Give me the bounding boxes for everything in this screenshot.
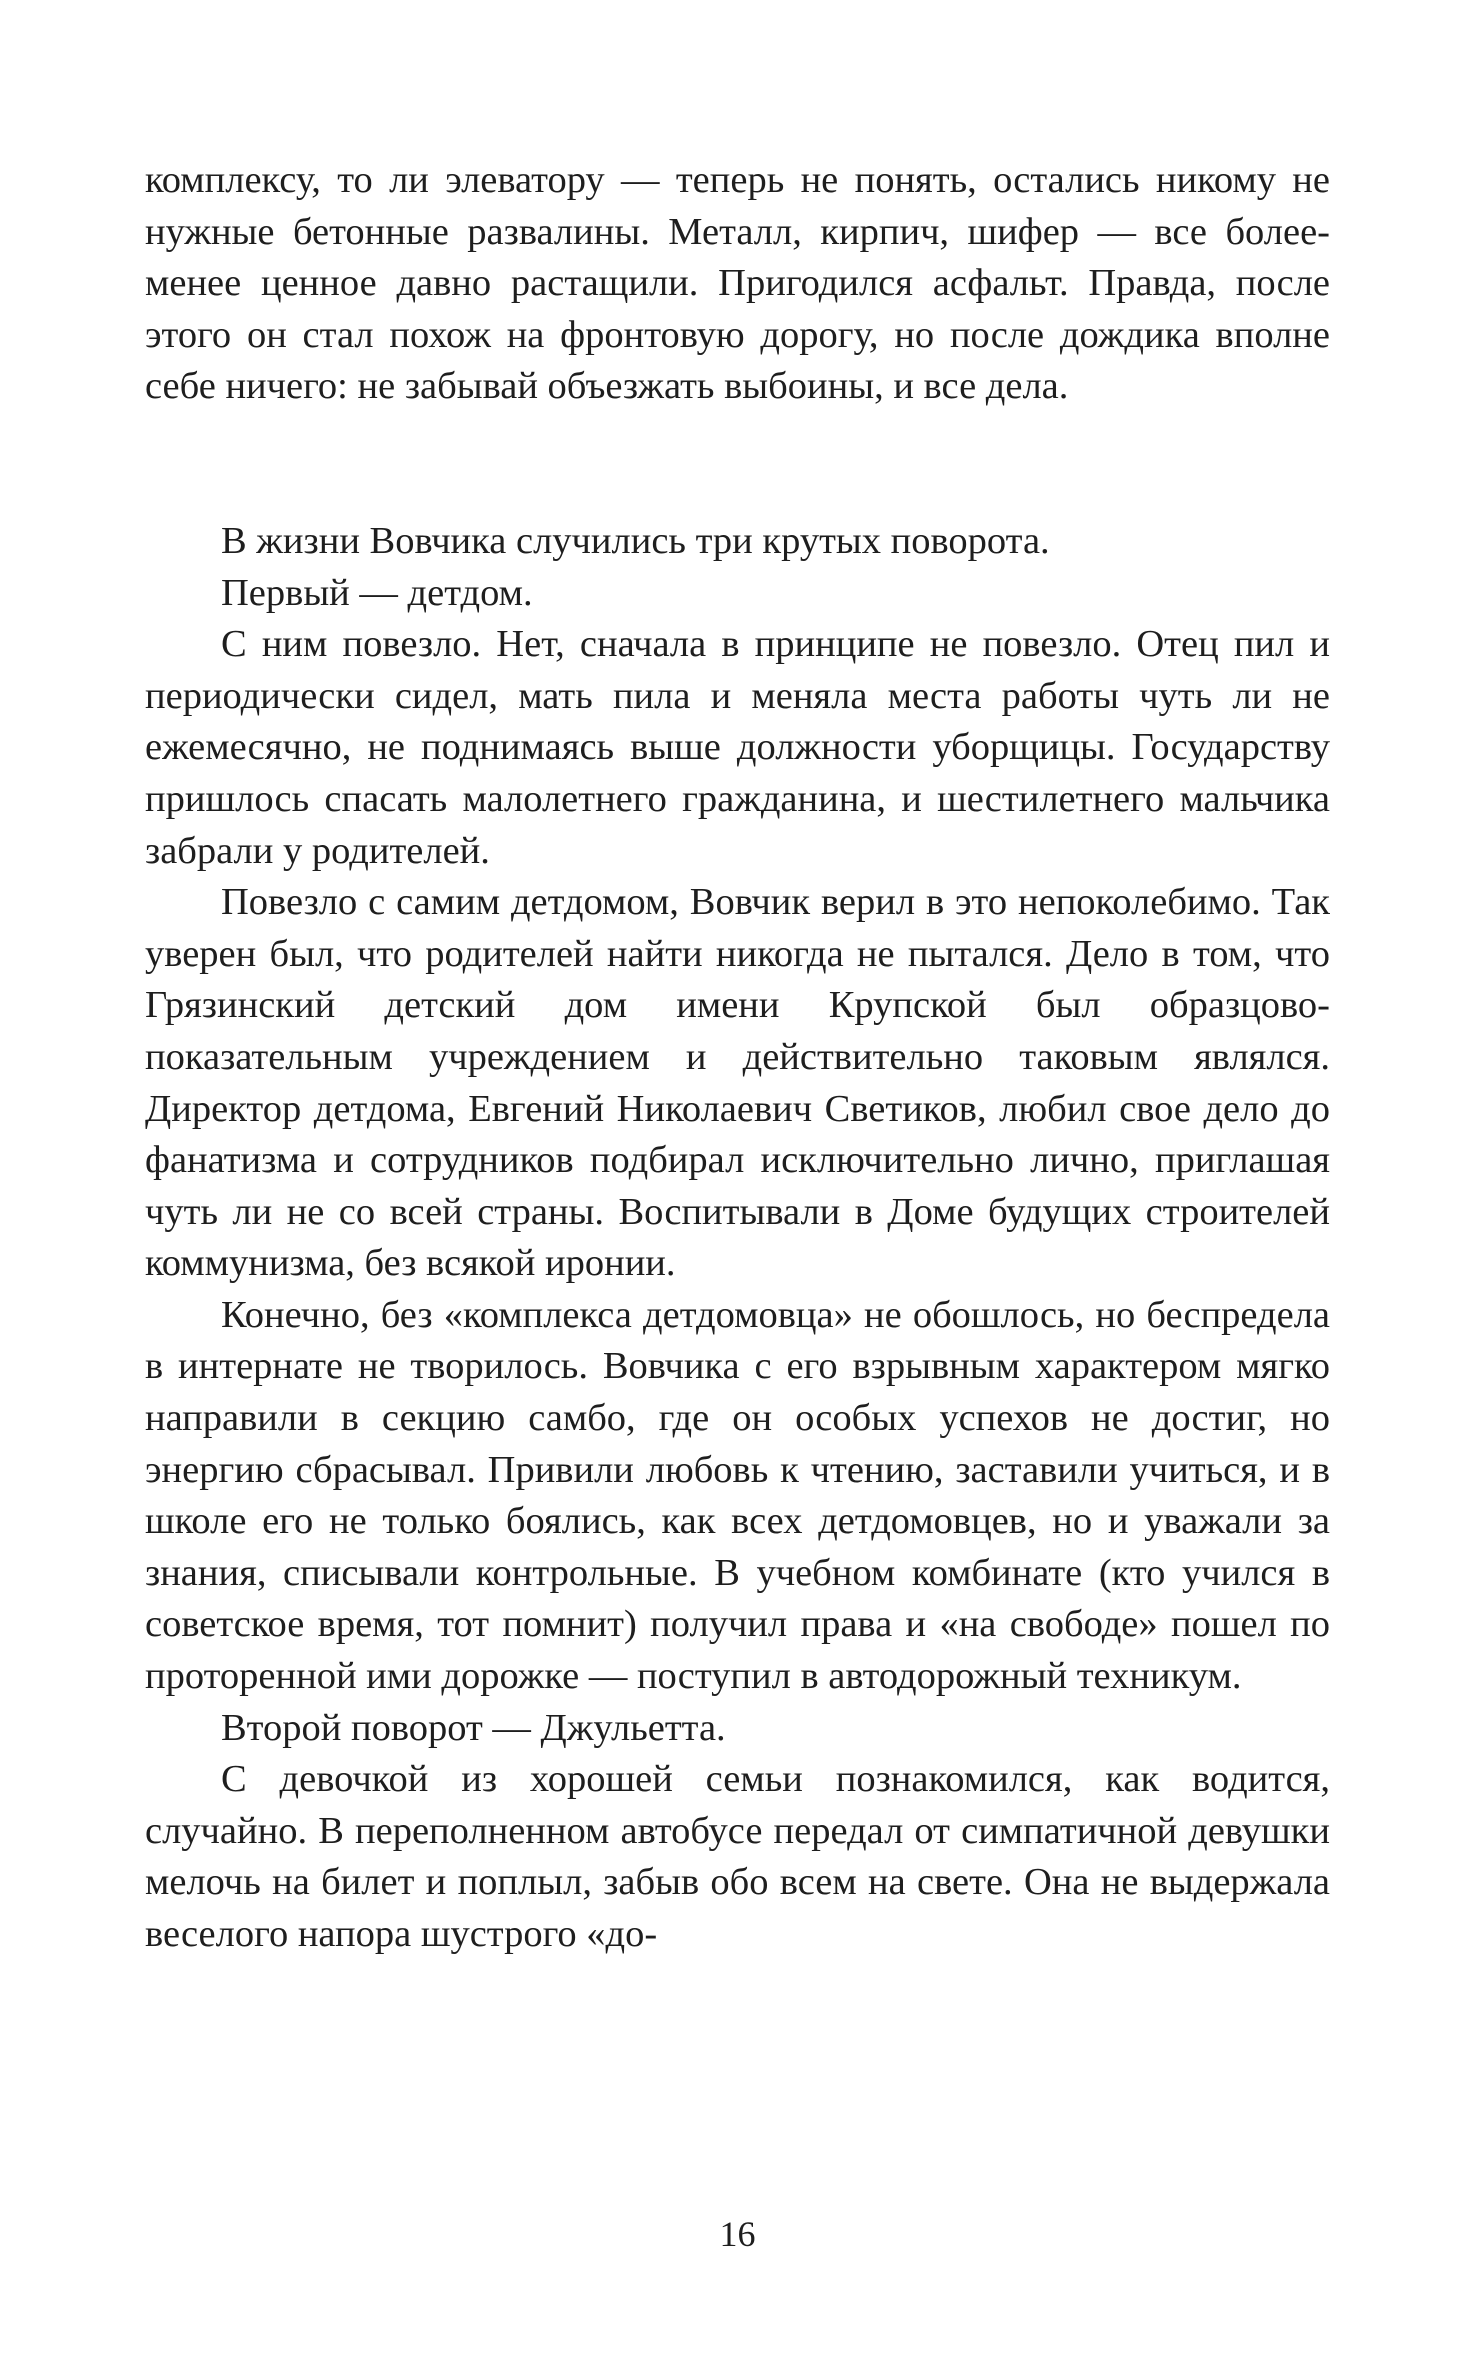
section-block	[145, 516, 1330, 1961]
paragraph: Конечно, без «комплекса детдомовца» не обошлось, но беспредела в интернате не творилось. Вовчика с его взрывным характером мягко направили в секцию самбо, где он особых успехов не достиг, но энергию сбрасывал. Привили любовь к чтению, заставили учиться, и в школе его не только боялись, как всех детдомовцев, но и уважали за знания, списывали контрольные. В учебном комбинате (кто учился в советское время, тот помнит) получил права и «на свободе» пошел по проторенной ими дорожке — поступил в автодорожный техникум.	[145, 1293, 1330, 1698]
paragraph: Второй поворот — Джульетта.	[221, 1706, 726, 1749]
book-page	[145, 155, 1330, 1961]
paragraph-continuation: комплексу, то ли элеватору — теперь не понять, остались никому не нужные бетонные развалины. Металл, кирпич, шифер — все более-менее ценное давно растащили. Пригодился асфальт. Правда, после этого он стал похож на фронтовую дорогу, но после дождика вполне себе ничего: не забывай объезжать выбоины, и все дела.	[145, 159, 1330, 408]
paragraph: Повезло с самим детдомом, Вовчик верил в это непоколебимо. Так уверен был, что родителей найти никогда не пытался. Дело в том, что Грязинский детский дом имени Крупской был образцово-показательным учреждением и действительно таковым являлся. Директор детдома, Евгений Николаевич Светиков, любил свое дело до фанатизма и сотрудников подбирал исключительно лично, приглашая чуть ли не со всей страны. Воспитывали в Доме будущих строителей коммунизма, без всякой иронии.	[145, 881, 1330, 1285]
paragraph: С ним повезло. Нет, сначала в принципе не повезло. Отец пил и периодически сидел, мать пила и меняла места работы чуть ли не ежемесячно, не поднимаясь выше должности уборщицы. Государству пришлось спасать малолетнего гражданина, и шестилетнего мальчика забрали у родителей.	[145, 623, 1330, 872]
paragraph: С девочкой из хорошей семьи познакомился, как водится, случайно. В переполненном автобусе передал от симпатичной девушки мелочь на билет и поплыл, забыв обо всем на свете. Она не выдержала веселого напора шустрого «до-	[145, 1758, 1330, 1955]
paragraph: В жизни Вовчика случились три крутых поворота.	[221, 519, 1050, 562]
paragraph: Первый — детдом.	[221, 571, 533, 614]
continuation-block	[145, 155, 1330, 413]
page-number: 16	[719, 2214, 756, 2254]
section-break	[145, 413, 1330, 516]
